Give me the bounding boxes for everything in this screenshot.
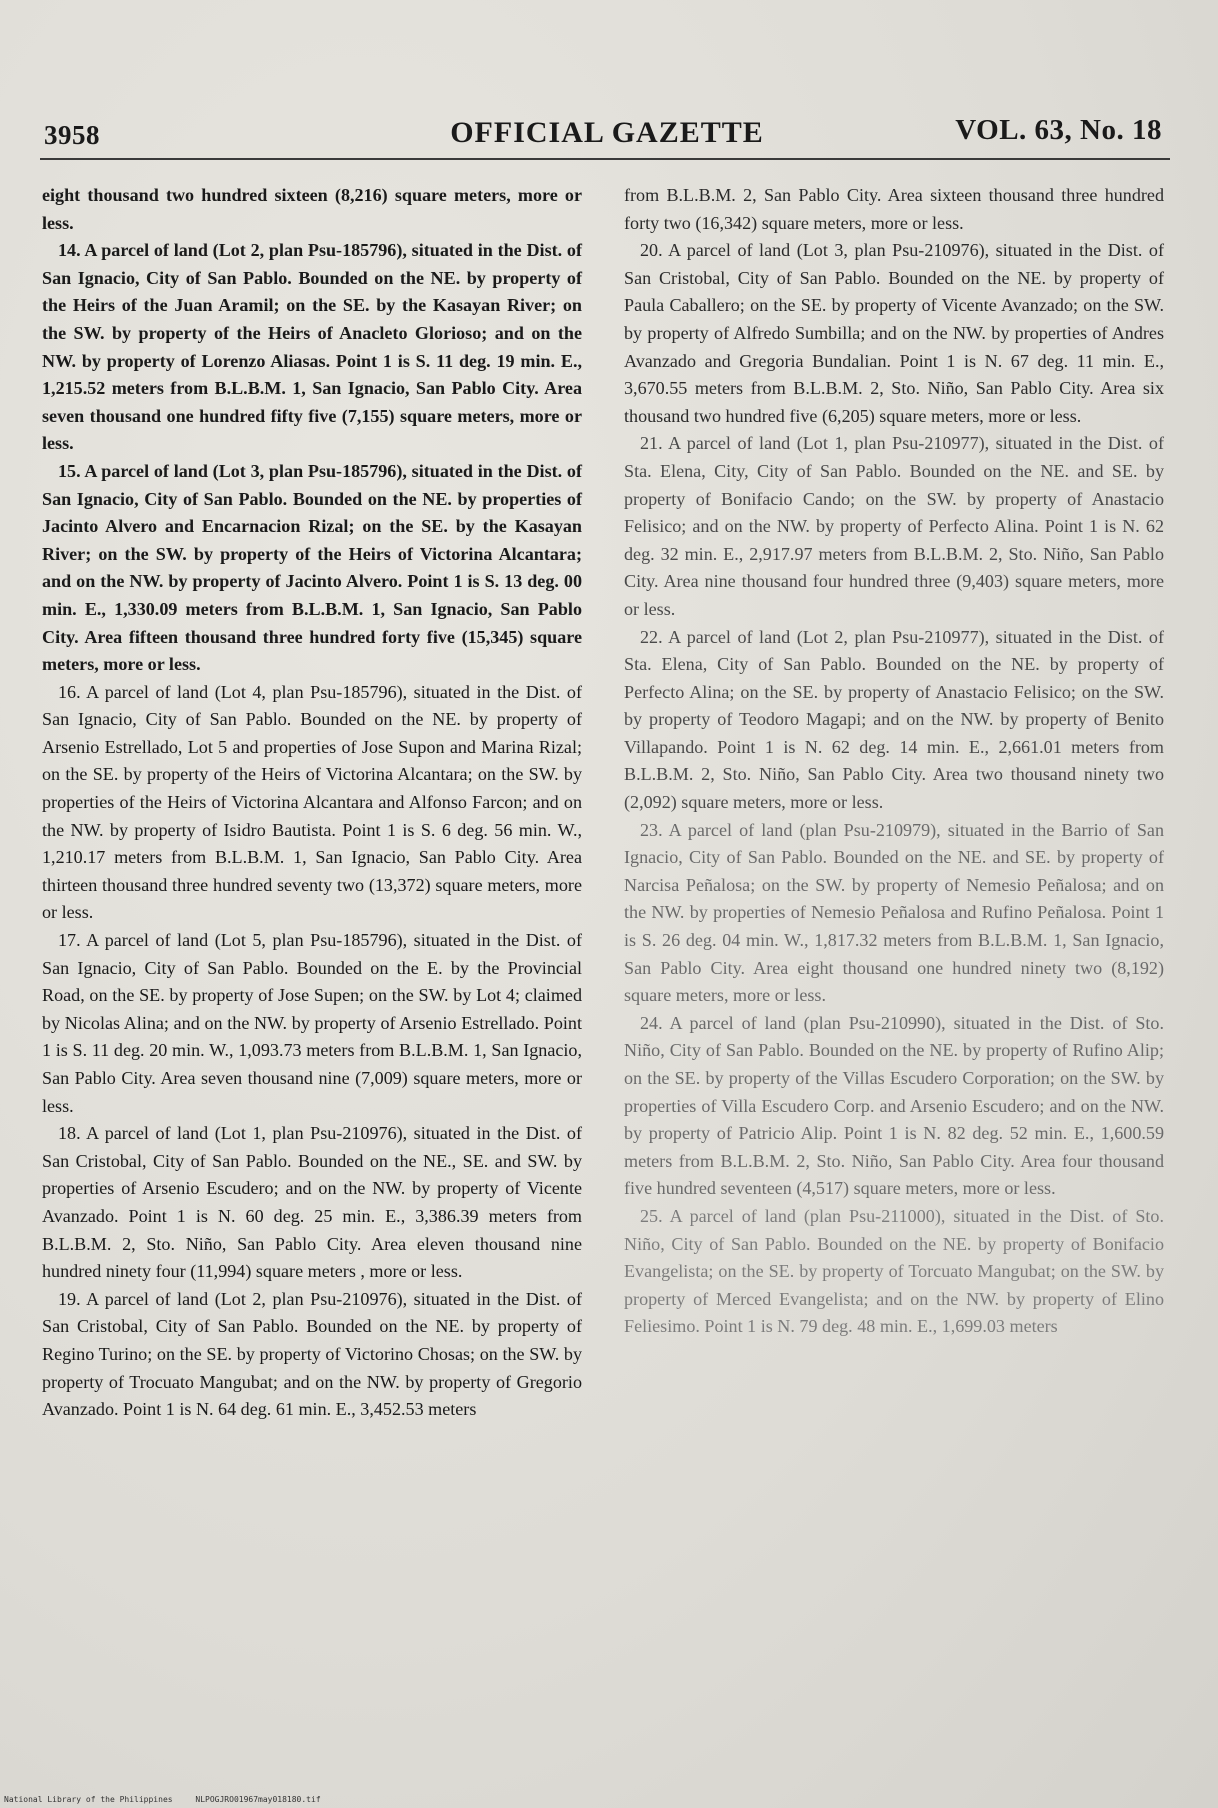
- file-name: NLPOGJRO01967may018180.tif: [195, 1795, 321, 1804]
- scan-footer: [4, 1795, 339, 1804]
- page-header: [44, 112, 1170, 156]
- publication-title: OFFICIAL GAZETTE: [450, 116, 764, 149]
- paragraph: 18. A parcel of land (Lot 1, plan Psu-210976), situated in the Dist. of San Cristobal, City of San Pablo. Bounded on the NE., SE. and SW. by properties of Arsenio Escudero; and on the NW. by property of Vicente Avanzado. Point 1 is N. 60 deg. 25 min. E., 3,386.39 meters from B.L.B.M. 2, Sto. Niño, San Pablo City. Area eleven thousand nine hundred ninety four (11,994) square meters , more or less.: [42, 1123, 582, 1282]
- page-number: 3958: [44, 120, 100, 150]
- paragraph: eight thousand two hundred sixteen (8,216) square meters, more or less.: [42, 185, 582, 233]
- paragraph: 15. A parcel of land (Lot 3, plan Psu-185796), situated in the Dist. of San Ignacio, City of San Pablo. Bounded on the NE. by properties of Jacinto Alvero and Encarnacion Rizal; on the SE. by the Kasayan River; on the SW. by property of the Heirs of Victorina Alcantara; and on the NW. by property of Jacinto Alvero. Point 1 is S. 13 deg. 00 min. E., 1,330.09 meters from B.L.B.M. 1, San Ignacio, San Pablo City. Area fifteen thousand three hundred forty five (15,345) square meters, more or less.: [42, 460, 582, 675]
- paragraph: 19. A parcel of land (Lot 2, plan Psu-210976), situated in the Dist. of San Cristobal, City of San Pablo. Bounded on the NE. by property of Regino Turino; on the SE. by property of Victorino Chosas; on the SW. by property of Trocuato Mangubat; and on the NW. by property of Gregorio Avanzado. Point 1 is N. 64 deg. 61 min. E., 3,452.53 meters: [42, 1288, 582, 1420]
- paragraph: 20. A parcel of land (Lot 3, plan Psu-210976), situated in the Dist. of San Cristobal, City of San Pablo. Bounded on the NE. by property of Paula Caballero; on the SE. by property of Vicente Avanzado; on the SW. by property of Alfredo Sumbilla; and on the NW. by properties of Andres Avanzado and Gregoria Bundalian. Point 1 is N. 67 deg. 11 min. E., 3,670.55 meters from B.L.B.M. 2, Sto. Niño, San Pablo City. Area six thousand two hundred five (6,205) square meters, more or less.: [624, 240, 1164, 426]
- paragraph: 14. A parcel of land (Lot 2, plan Psu-185796), situated in the Dist. of San Ignacio, City of San Pablo. Bounded on the NE. by property of the Heirs of the Juan Aramil; on the SE. by the Kasayan River; on the SW. by property of the Heirs of Anacleto Glorioso; and on the NW. by property of Lorenzo Aliasas. Point 1 is S. 11 deg. 19 min. E., 1,215.52 meters from B.L.B.M. 1, San Ignacio, San Pablo City. Area seven thousand one hundred fifty five (7,155) square meters, more or less.: [42, 240, 582, 454]
- header-rule: [40, 158, 1170, 160]
- right-column: [624, 182, 1164, 1341]
- paragraph: 23. A parcel of land (plan Psu-210979), situated in the Barrio of San Ignacio, City of San Pablo. Bounded on the NE. and SE. by property of Narcisa Peñalosa; on the SW. by property of Nemesio Peñalosa; and on the NW. by properties of Nemesio Peñalosa and Rufino Peñalosa. Point 1 is S. 26 deg. 04 min. W., 1,817.32 meters from B.L.B.M. 1, San Ignacio, San Pablo City. Area eight thousand one hundred ninety two (8,192) square meters, more or less.: [624, 819, 1164, 1006]
- paragraph: 17. A parcel of land (Lot 5, plan Psu-185796), situated in the Dist. of San Ignacio, City of San Pablo. Bounded on the E. by the Provincial Road, on the SE. by property of Jose Supen; on the SW. by Lot 4; claimed by Nicolas Alina; and on the NW. by property of Arsenio Estrellado. Point 1 is S. 11 deg. 20 min. W., 1,093.73 meters from B.L.B.M. 1, San Ignacio, San Pablo City. Area seven thousand nine (7,009) square meters, more or less.: [42, 930, 582, 1116]
- paragraph: 24. A parcel of land (plan Psu-210990), situated in the Dist. of Sto. Niño, City of San Pablo. Bounded on the NE. by property of Rufino Alip; on the SE. by property of the Villas Escudero Corporation; on the SW. by properties of Villa Escudero Corp. and Arsenio Escudero; and on the NW. by property of Patricio Alip. Point 1 is N. 82 deg. 52 min. E., 1,600.59 meters from B.L.B.M. 2, Sto. Niño, San Pablo City. Area four thousand five hundred seventeen (4,517) square meters, more or less.: [624, 1012, 1164, 1199]
- paragraph: 21. A parcel of land (Lot 1, plan Psu-210977), situated in the Dist. of Sta. Elena, City, City of San Pablo. Bounded on the NE. and SE. by property of Bonifacio Cando; on the SW. by property of Anastacio Felisico; and on the NW. by property of Perfecto Alina. Point 1 is N. 62 deg. 32 min. E., 2,917.97 meters from B.L.B.M. 2, Sto. Niño, San Pablo City. Area nine thousand four hundred three (9,403) square meters, more or less.: [624, 433, 1164, 619]
- left-column: [42, 182, 582, 1424]
- volume-info: VOL. 63, No. 18: [955, 114, 1162, 146]
- paragraph: 16. A parcel of land (Lot 4, plan Psu-185796), situated in the Dist. of San Ignacio, City of San Pablo. Bounded on the NE. by property of Arsenio Estrellado, Lot 5 and properties of Jose Supon and Marina Rizal; on the SE. by property of the Heirs of Victorina Alcantara; on the SW. by properties of the Heirs of Victorina Alcantara and Alfonso Farcon; and on the NW. by property of Isidro Bautista. Point 1 is S. 6 deg. 56 min. W., 1,210.17 meters from B.L.B.M. 1, San Ignacio, San Pablo City. Area thirteen thousand three hundred seventy two (13,372) square meters, more or less.: [42, 681, 582, 923]
- paragraph: from B.L.B.M. 2, San Pablo City. Area sixteen thousand three hundred forty two (16,342) square meters, more or less.: [624, 185, 1164, 233]
- library-credit: National Library of the Philippines: [4, 1795, 173, 1804]
- paragraph: 22. A parcel of land (Lot 2, plan Psu-210977), situated in the Dist. of Sta. Elena, City of San Pablo. Bounded on the NE. by property of Perfecto Alina; on the SE. by property of Anastacio Felisico; on the SW. by property of Teodoro Magapi; and on the NW. by property of Benito Villapando. Point 1 is N. 62 deg. 14 min. E., 2,661.01 meters from B.L.B.M. 2, Sto. Niño, San Pablo City. Area two thousand ninety two (2,092) square meters, more or less.: [624, 626, 1164, 813]
- paragraph: 25. A parcel of land (plan Psu-211000), situated in the Dist. of Sto. Niño, City of San Pablo. Bounded on the NE. by property of Bonifacio Evangelista; on the SE. by property of Torcuato Mangubat; on the SW. by property of Merced Evangelista; and on the NW. by property of Elino Feliesimo. Point 1 is N. 79 deg. 48 min. E., 1,699.03 meters: [624, 1205, 1164, 1337]
